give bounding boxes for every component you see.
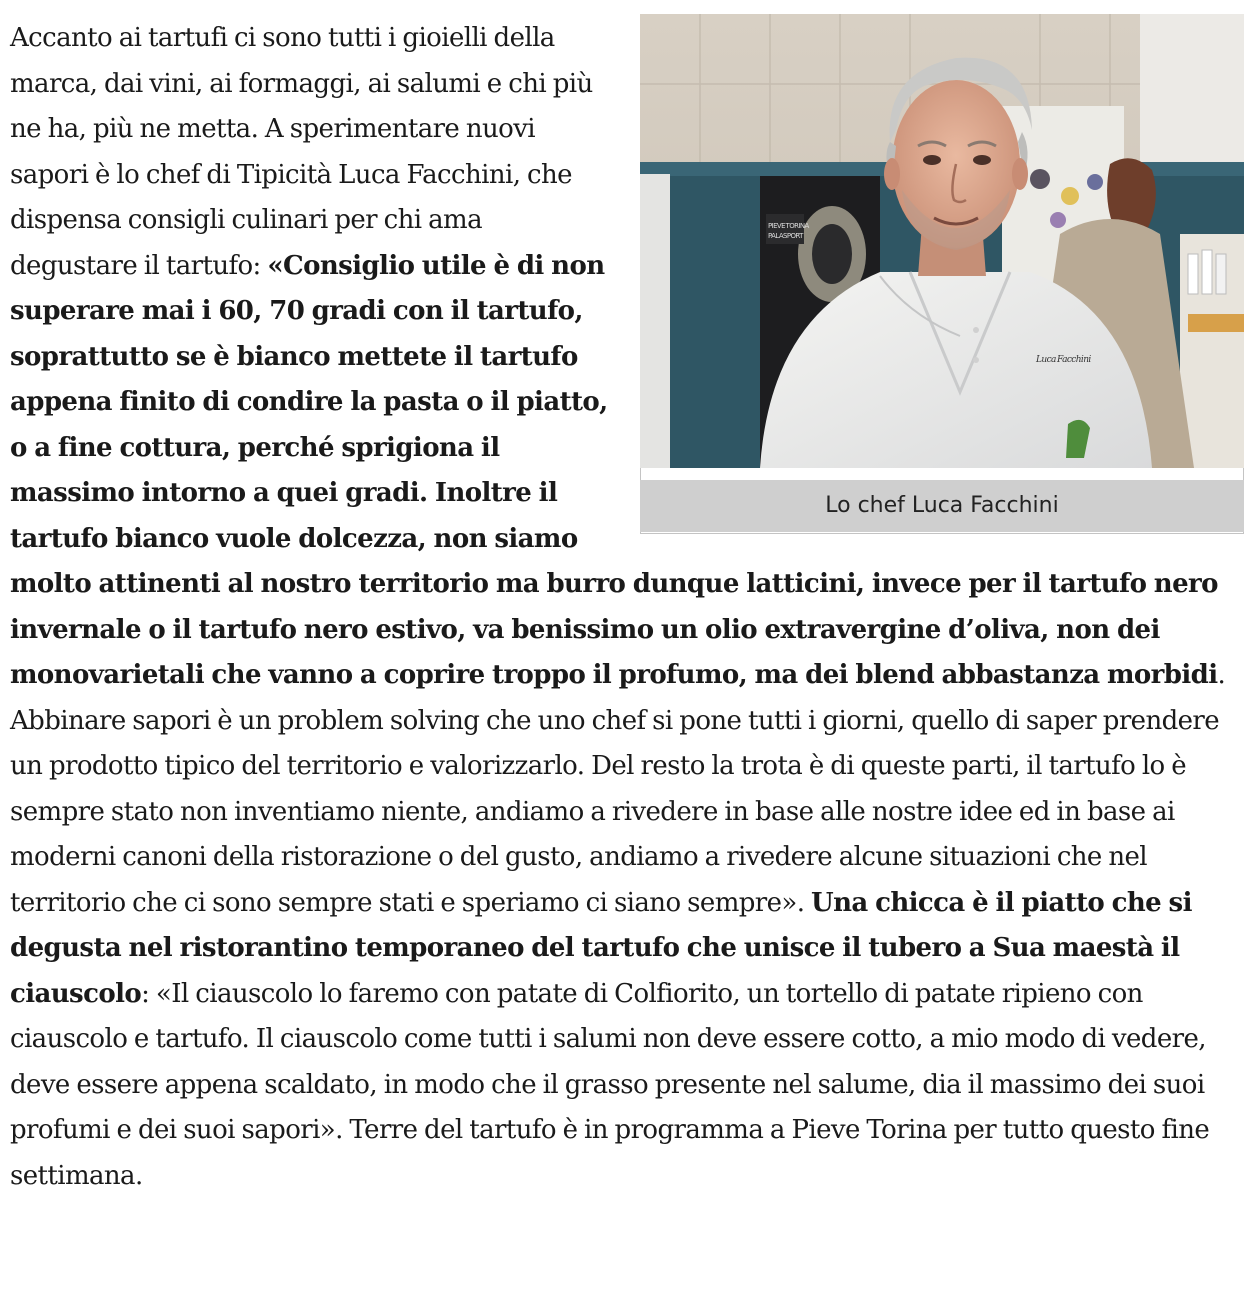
article-body	[10, 16, 1234, 1199]
svg-text:PALASPORT: PALASPORT	[768, 232, 803, 240]
closing-text: : «Il ciauscolo lo faremo con patate di Colfiorito, un tortello di patate ripieno con ciauscolo e tartufo. Il ciauscolo come tutti i salumi non deve essere cotto, a mio modo di vedere, deve essere appena scaldato, in modo che il grasso presente nel salume, dia il massimo dei suoi profumi e dei suoi sapori». Terre del tartufo è in programma a Pieve Torina per tutto questo fine settimana.	[10, 978, 1210, 1191]
photo-figure	[640, 14, 1244, 534]
poster-text: PIEVE TORINA	[768, 222, 809, 230]
photo-caption: Lo chef Luca Facchini	[825, 493, 1059, 518]
highlight-bold: Una chicca è il piatto che si degusta nel ristorantino temporaneo del tartufo che unisce il tubero a Sua maestà il ciauscolo	[10, 887, 1192, 1009]
quote-continuation: . Abbinare sapori è un problem solving che uno chef si pone tutti i giorni, quello di saper prendere un prodotto tipico del territorio e valorizzarlo. Del resto la trota è di queste parti, il tartufo lo è sempre stato non inventiamo niente, andiamo a rivedere in base alle nostre idee ed in base ai moderni canoni della ristorazione o del gusto, andiamo a rivedere alcune situazioni che nel territorio che ci sono sempre stati e speriamo ci siano sempre».	[10, 660, 1226, 918]
chef-quote-bold: «Consiglio utile è di non superare mai i 60, 70 gradi con il tartufo, soprattutto se è bianco mettete il tartufo appena finito di condire la pasta o il piatto, o a fine cottura, perché sprigiona il massimo intorno a quei gradi. Inoltre il tartufo bianco vuole dolcezza, non siamo molto attinenti al nostro territorio ma burro dunque latticini, invece per il tartufo nero invernale o il tartufo nero estivo, va benissimo un olio extravergine d’oliva, non dei monovarietali che vanno a coprire troppo il profumo, ma dei blend abbastanza morbidi	[10, 250, 1218, 690]
intro-text: Accanto ai tartufi ci sono tutti i gioielli della marca, dai vini, ai formaggi, ai salumi e chi più ne ha, più ne metta. A sperimentare nuovi sapori è lo chef di Tipicità Luca Facchini, che dispensa consigli culinari per chi ama degustare il tartufo:	[10, 23, 593, 281]
chef-photo	[640, 14, 1244, 468]
jacket-embroidery: Luca Facchini	[1036, 355, 1091, 365]
caption-bar	[640, 480, 1244, 532]
